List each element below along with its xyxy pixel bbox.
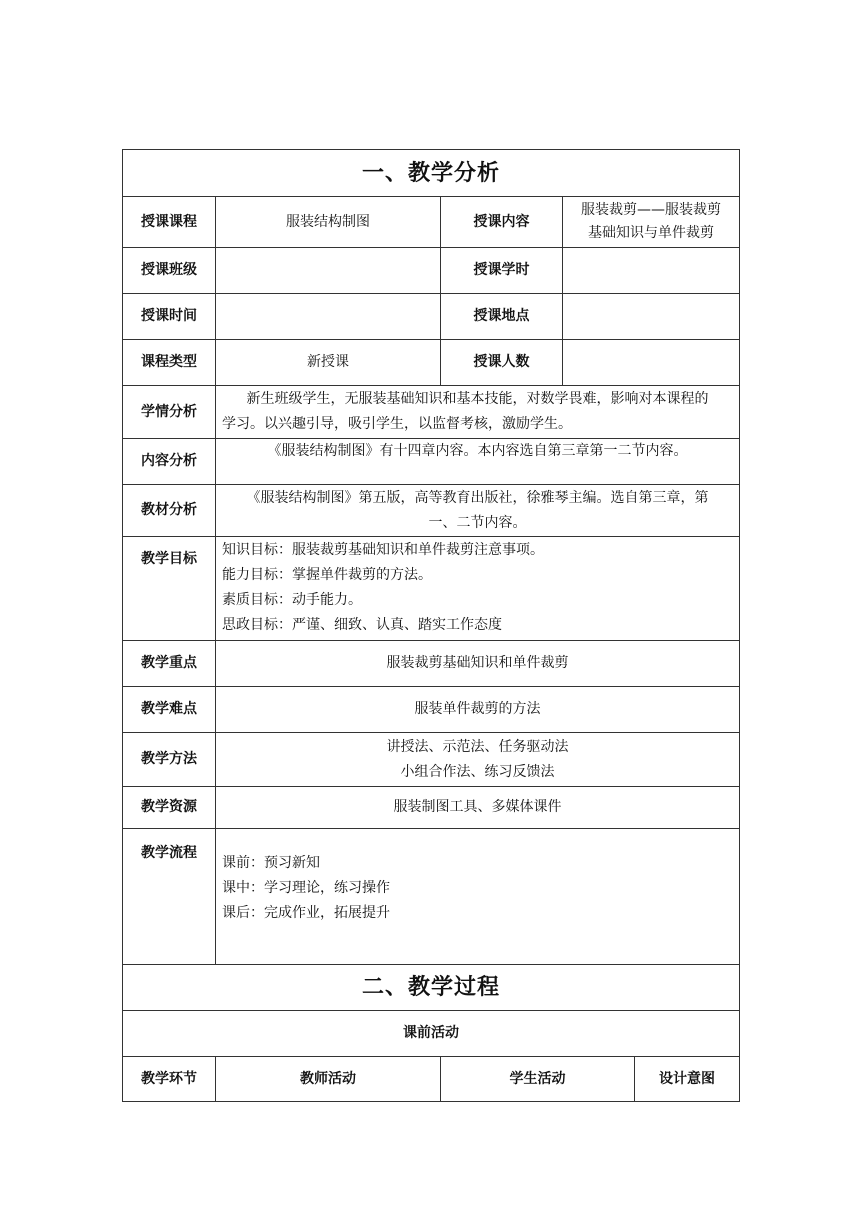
goal-ideology: 思政目标：严谨、细致、认真、踏实工作态度 — [222, 617, 502, 633]
label-key-point: 教学重点 — [123, 641, 216, 687]
label-type: 课程类型 — [123, 340, 216, 386]
value-content — [563, 197, 740, 248]
value-teaching-flow — [216, 829, 740, 965]
value-type: 新授课 — [216, 340, 441, 386]
lesson-plan-table — [122, 149, 740, 1102]
header-design-intent: 设计意图 — [635, 1057, 740, 1102]
label-learner-analysis: 学情分析 — [123, 386, 216, 439]
label-teaching-flow: 教学流程 — [123, 829, 216, 965]
header-teacher-activity: 教师活动 — [216, 1057, 441, 1102]
flow-post-class: 课后：完成作业，拓展提升 — [222, 905, 390, 921]
label-class: 授课班级 — [123, 248, 216, 294]
label-count: 授课人数 — [441, 340, 563, 386]
learner-line-1: 新生班级学生，无服装基础知识和基本技能，对数学畏难，影响对本课程的 — [246, 391, 709, 407]
value-textbook-analysis — [216, 485, 740, 537]
value-teaching-resources: 服装制图工具、多媒体课件 — [216, 787, 740, 829]
label-teaching-method: 教学方法 — [123, 733, 216, 787]
label-content: 授课内容 — [441, 197, 563, 248]
header-teaching-stage: 教学环节 — [123, 1057, 216, 1102]
flow-in-class: 课中：学习理论，练习操作 — [222, 880, 390, 896]
method-line-1: 讲授法、示范法、任务驱动法 — [386, 738, 569, 755]
pre-class-activity-title: 课前活动 — [123, 1011, 740, 1057]
value-difficulty: 服装单件裁剪的方法 — [216, 687, 740, 733]
textbook-line-2: 一、二节内容。 — [428, 514, 527, 531]
content-line-1: 服装裁剪——服装裁剪 — [581, 202, 721, 218]
value-teaching-goals — [216, 537, 740, 641]
value-learner-analysis — [216, 386, 740, 439]
value-teaching-method — [216, 733, 740, 787]
value-time — [216, 294, 441, 340]
label-time: 授课时间 — [123, 294, 216, 340]
label-difficulty: 教学难点 — [123, 687, 216, 733]
goal-quality: 素质目标：动手能力。 — [222, 592, 362, 608]
label-place: 授课地点 — [441, 294, 563, 340]
content-line-2: 基础知识与单件裁剪 — [588, 225, 714, 241]
label-content-analysis: 内容分析 — [123, 439, 216, 485]
goal-ability: 能力目标：掌握单件裁剪的方法。 — [222, 567, 432, 583]
section-title-process: 二、教学过程 — [123, 965, 740, 1011]
goal-knowledge: 知识目标：服装裁剪基础知识和单件裁剪注意事项。 — [222, 542, 544, 558]
learner-line-2: 学习。以兴趣引导，吸引学生，以监督考核，激励学生。 — [222, 416, 572, 432]
label-textbook-analysis: 教材分析 — [123, 485, 216, 537]
value-count — [563, 340, 740, 386]
value-class — [216, 248, 441, 294]
method-line-2: 小组合作法、练习反馈法 — [400, 763, 555, 780]
label-teaching-goals: 教学目标 — [123, 537, 216, 641]
value-key-point: 服装裁剪基础知识和单件裁剪 — [216, 641, 740, 687]
label-course: 授课课程 — [123, 197, 216, 248]
label-teaching-resources: 教学资源 — [123, 787, 216, 829]
value-content-analysis: 《服装结构制图》有十四章内容。本内容选自第三章第一二节内容。 — [216, 439, 740, 485]
value-hours — [563, 248, 740, 294]
flow-pre-class: 课前：预习新知 — [222, 855, 320, 871]
value-place — [563, 294, 740, 340]
value-course: 服装结构制图 — [216, 197, 441, 248]
section-title-analysis: 一、教学分析 — [123, 150, 740, 197]
label-hours: 授课学时 — [441, 248, 563, 294]
textbook-line-1: 《服装结构制图》第五版，高等教育出版社，徐雅琴主编。选自第三章，第 — [246, 489, 709, 506]
header-student-activity: 学生活动 — [441, 1057, 635, 1102]
